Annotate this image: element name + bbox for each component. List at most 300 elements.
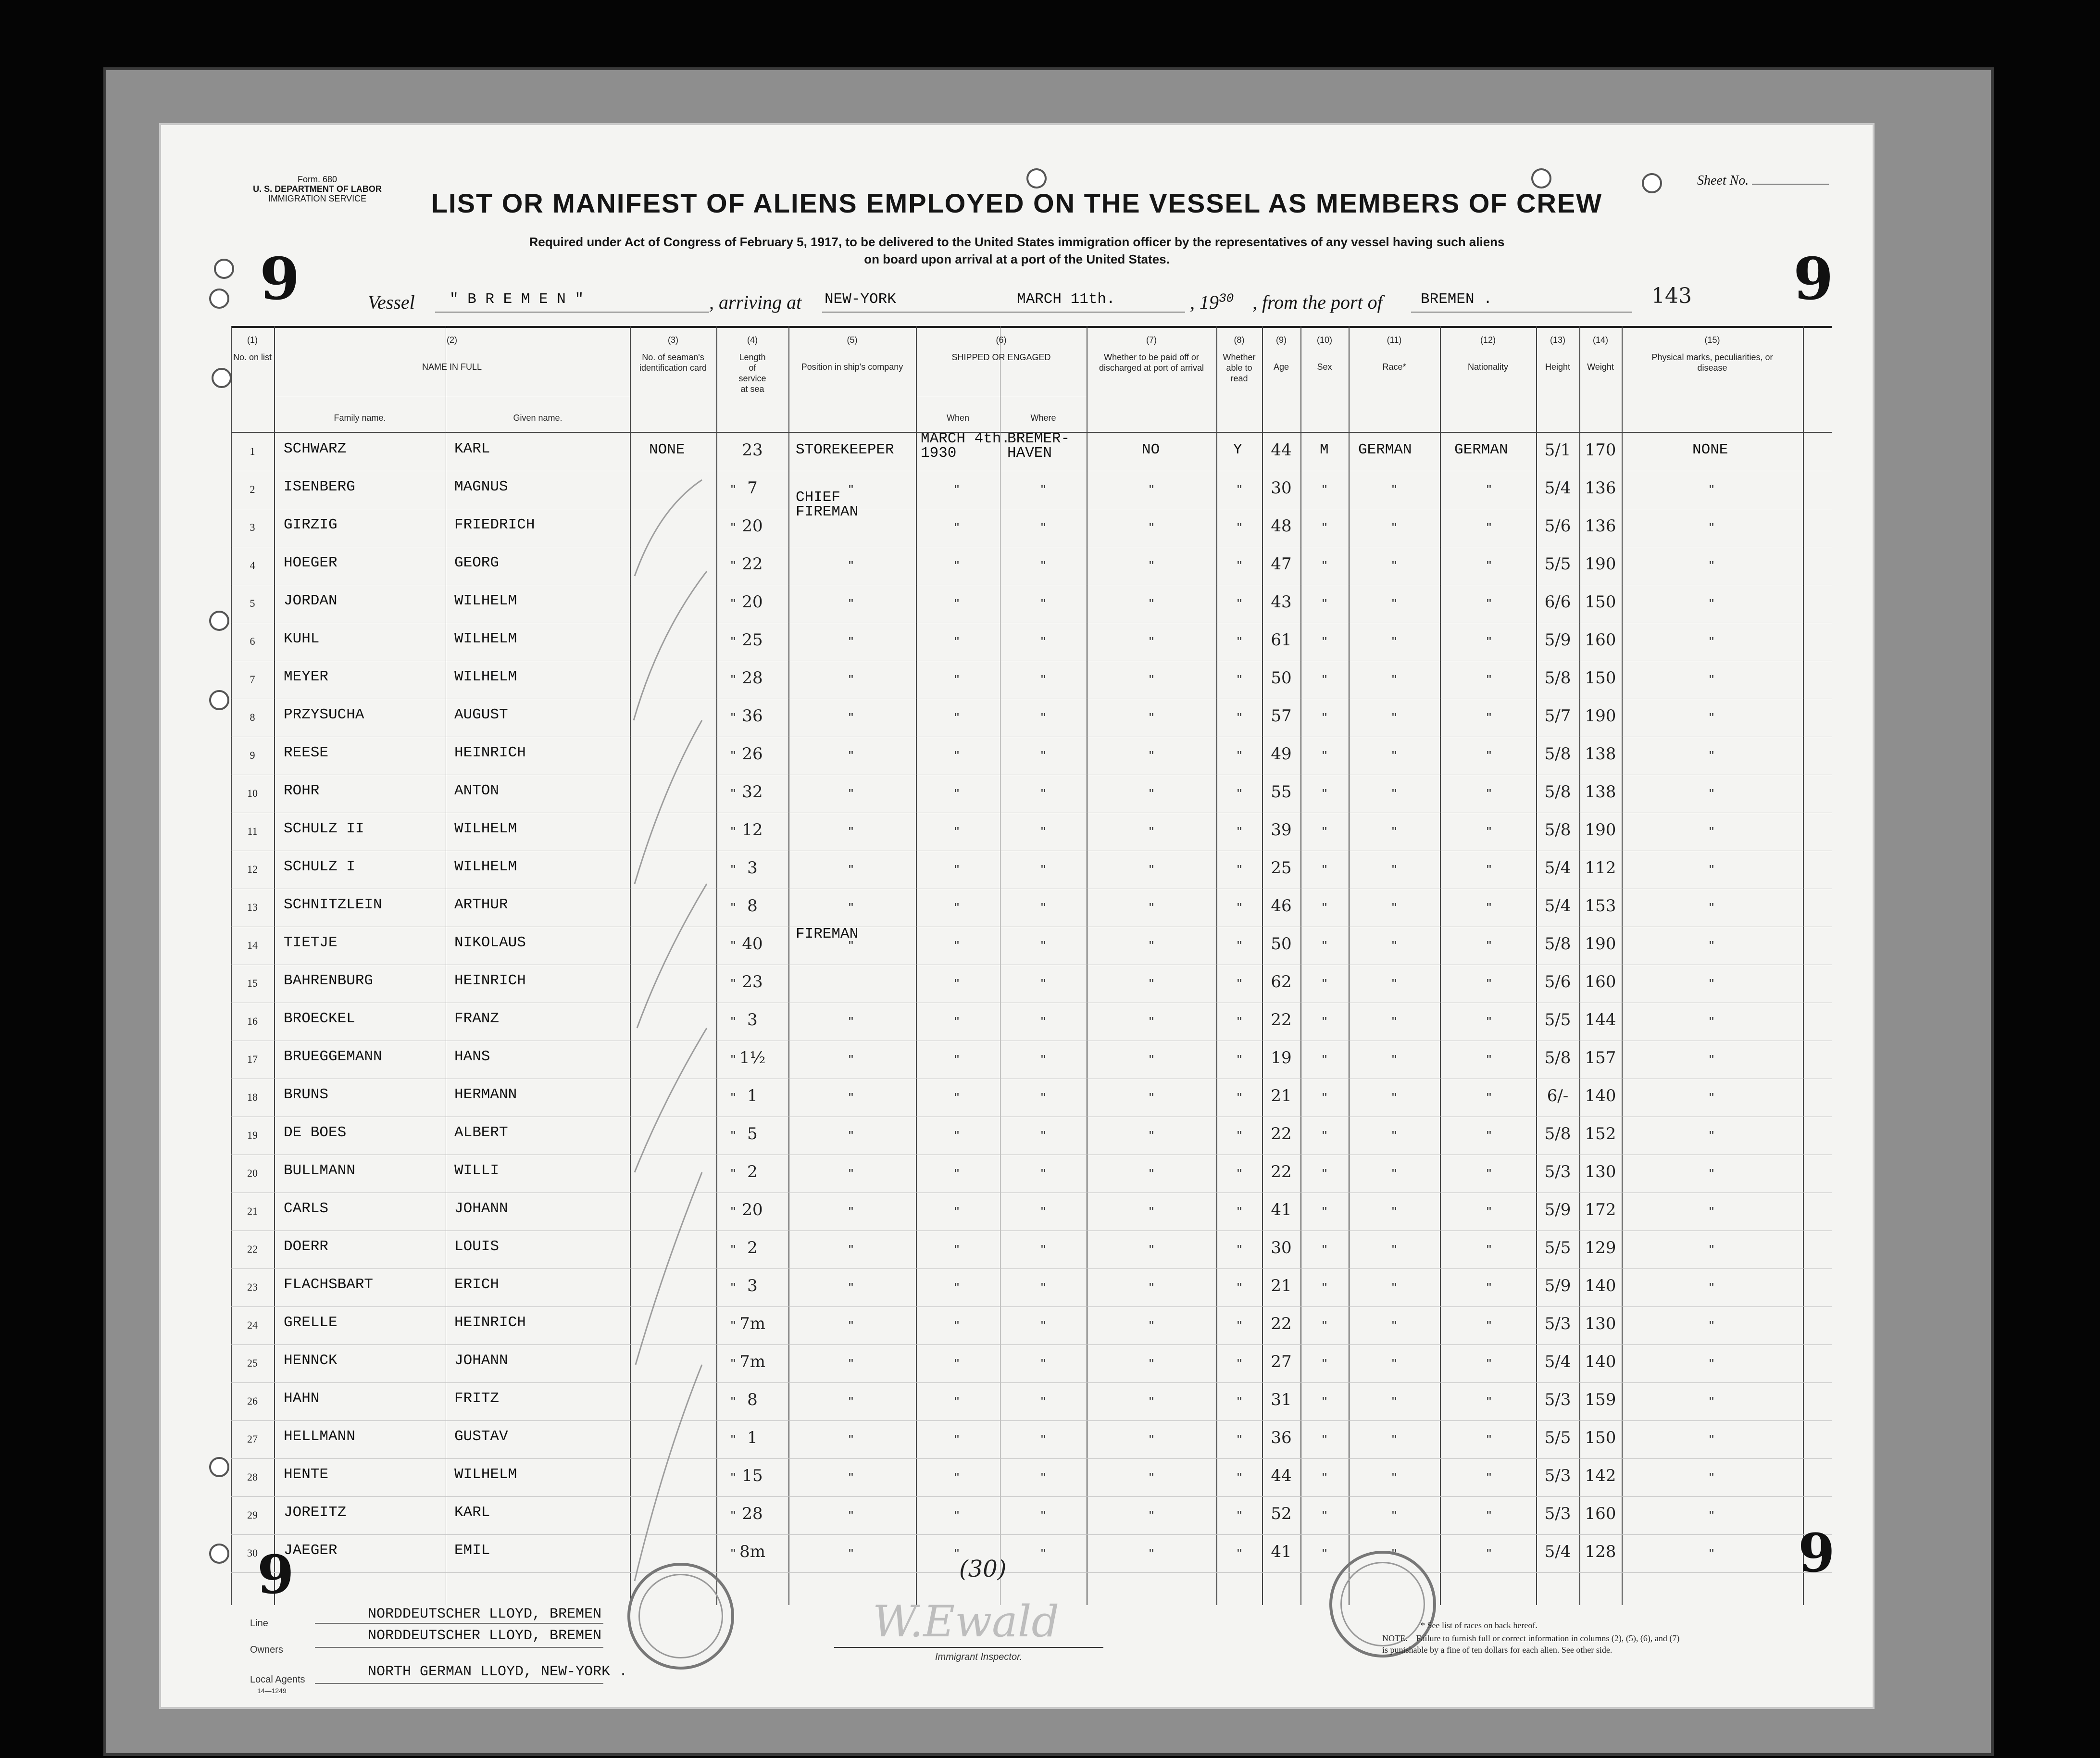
ditto-mark: " [1149, 1090, 1154, 1105]
ditto-mark: " [1322, 748, 1327, 763]
ditto-mark: " [1322, 1432, 1327, 1447]
family-name: HAHN [284, 1390, 320, 1407]
col-header-when: When [946, 413, 970, 423]
ditto-mark: " [1149, 558, 1154, 573]
ditto-mark: " [1322, 672, 1327, 687]
ditto-mark: " [849, 1280, 853, 1295]
ditto-mark: " [954, 1432, 959, 1447]
height: 5/5 [1544, 554, 1571, 574]
batch-mark-right: 9 [1793, 245, 1834, 313]
row-number: 13 [247, 901, 258, 913]
ditto-mark: " [1041, 596, 1046, 611]
col-header-id-card: (3) No. of seaman's identification card [639, 335, 707, 373]
ditto-mark: " [954, 938, 959, 953]
ditto-mark: " [731, 1128, 736, 1143]
ditto-mark: " [1392, 482, 1397, 497]
ditto-mark: " [849, 1318, 853, 1333]
ditto-mark: " [1322, 1014, 1327, 1029]
ditto-mark: " [1149, 1280, 1154, 1295]
ditto-mark: " [849, 558, 853, 573]
ditto-mark: " [849, 1356, 853, 1371]
ditto-mark: " [1149, 1546, 1154, 1561]
ditto-mark: " [849, 900, 853, 915]
age: 62 [1271, 972, 1292, 992]
row-number: 15 [247, 977, 258, 989]
ditto-mark: " [731, 900, 736, 915]
first-row-card: NONE [649, 441, 685, 458]
service-length: 8 [747, 896, 758, 916]
ditto-mark: " [1322, 1356, 1327, 1371]
ditto-mark: " [1041, 1204, 1046, 1219]
ditto-mark: " [954, 482, 959, 497]
ditto-mark: " [731, 558, 736, 573]
ditto-mark: " [1487, 1318, 1491, 1333]
ditto-mark: " [1487, 1394, 1491, 1409]
ditto-mark: " [1237, 748, 1242, 763]
arrival-date: MARCH 11th. [1017, 291, 1115, 308]
punch-hole [209, 1544, 229, 1564]
weight: 130 [1585, 1162, 1616, 1181]
ditto-mark: " [954, 900, 959, 915]
family-name: DOERR [284, 1238, 329, 1255]
row-number: 23 [247, 1281, 258, 1293]
punch-hole [209, 611, 229, 631]
ditto-mark: " [1237, 520, 1242, 535]
table-row [231, 512, 1832, 550]
ditto-mark: " [849, 596, 853, 611]
row-number: 14 [247, 939, 258, 951]
ditto-mark: " [1709, 672, 1714, 687]
weight: 190 [1585, 820, 1616, 840]
ditto-mark: " [849, 786, 853, 801]
col-header-able-read: (8) Whether able to read [1223, 335, 1256, 383]
ditto-mark: " [1237, 1394, 1242, 1409]
age: 31 [1271, 1390, 1292, 1409]
ditto-mark: " [1709, 1356, 1714, 1371]
ditto-mark: " [731, 1166, 736, 1181]
ditto-mark: " [1149, 938, 1154, 953]
ditto-mark: " [1322, 1318, 1327, 1333]
age: 30 [1271, 1238, 1292, 1257]
height: 5/3 [1544, 1314, 1571, 1333]
ditto-mark: " [1149, 634, 1154, 649]
given-name: GUSTAV [454, 1428, 508, 1445]
ditto-mark: " [1237, 1280, 1242, 1295]
service-length: 5 [747, 1124, 758, 1143]
service-length: 26 [742, 744, 763, 764]
ditto-mark: " [1041, 1014, 1046, 1029]
ditto-mark: " [1041, 520, 1046, 535]
age: 41 [1271, 1542, 1292, 1561]
service-length: 28 [742, 1504, 763, 1523]
given-name: FRANZ [454, 1010, 500, 1027]
table-row [231, 474, 1832, 512]
ditto-mark: " [1392, 1508, 1397, 1523]
ditto-mark: " [1487, 1546, 1491, 1561]
height: 5/9 [1544, 1200, 1571, 1219]
ditto-mark: " [954, 520, 959, 535]
col-header-number: (1) No. on list [233, 335, 272, 362]
ditto-mark: " [731, 862, 736, 877]
row-number: 11 [247, 825, 258, 837]
family-name: ROHR [284, 782, 320, 799]
ditto-mark: " [1709, 1204, 1714, 1219]
age: 52 [1271, 1504, 1292, 1523]
ditto-mark: " [1487, 1280, 1491, 1295]
weight: 190 [1585, 934, 1616, 954]
family-name: MEYER [284, 668, 329, 685]
batch-mark-bottom-right: 9 [1798, 1522, 1835, 1584]
given-name: JOHANN [454, 1200, 508, 1217]
ditto-mark: " [1322, 596, 1327, 611]
first-row-sex: M [1320, 441, 1329, 458]
ditto-mark: " [1041, 1508, 1046, 1523]
ditto-mark: " [1487, 1204, 1491, 1219]
ditto-mark: " [731, 976, 736, 991]
row-number: 19 [247, 1129, 258, 1141]
ditto-mark: " [1237, 1470, 1242, 1485]
family-name: PRZYSUCHA [284, 706, 364, 723]
age: 21 [1271, 1086, 1292, 1105]
pencil-check-marks [630, 451, 716, 1605]
ditto-mark: " [1149, 482, 1154, 497]
age: 49 [1271, 744, 1292, 764]
weight: 130 [1585, 1314, 1616, 1333]
ditto-mark: " [954, 1242, 959, 1257]
table-row [231, 1271, 1832, 1309]
ditto-mark: " [1237, 596, 1242, 611]
height: 5/5 [1544, 1428, 1571, 1447]
ditto-mark: " [1322, 976, 1327, 991]
ditto-mark: " [1392, 1432, 1397, 1447]
ditto-mark: " [1149, 1318, 1154, 1333]
ditto-mark: " [1709, 558, 1714, 573]
ditto-mark: " [1487, 710, 1491, 725]
ditto-mark: " [954, 672, 959, 687]
ditto-mark: " [1237, 1204, 1242, 1219]
weight: 170 [1585, 440, 1616, 460]
family-name: SCHNITZLEIN [284, 896, 382, 913]
height: 5/4 [1544, 896, 1571, 916]
ditto-mark: " [1041, 1546, 1046, 1561]
weight: 138 [1585, 744, 1616, 764]
ditto-mark: " [1322, 482, 1327, 497]
ditto-mark: " [849, 1014, 853, 1029]
height: 5/8 [1544, 782, 1571, 802]
row-number: 3 [250, 521, 255, 533]
given-name: FRIEDRICH [454, 516, 535, 533]
family-name: BROECKEL [284, 1010, 355, 1027]
departure-port: BREMEN . [1421, 291, 1492, 308]
ditto-mark: " [1041, 938, 1046, 953]
service-length: 23 [742, 440, 763, 460]
col-header-age: (9) Age [1273, 335, 1289, 372]
ditto-mark: " [1041, 1090, 1046, 1105]
ditto-mark: " [1237, 900, 1242, 915]
vessel-name: " B R E M E N " [450, 291, 584, 308]
ditto-mark: " [731, 596, 736, 611]
ditto-mark: " [1237, 1318, 1242, 1333]
ditto-mark: " [1237, 1432, 1242, 1447]
row-number: 12 [247, 863, 258, 875]
given-name: WILHELM [454, 668, 517, 685]
col-header-name: (2) NAME IN FULL [422, 335, 482, 372]
ditto-mark: " [731, 786, 736, 801]
ditto-mark: " [1487, 1356, 1491, 1371]
ditto-mark: " [1392, 786, 1397, 801]
height: 5/6 [1544, 972, 1571, 992]
weight: 150 [1585, 1428, 1616, 1447]
first-row-position: STOREKEEPER [796, 441, 894, 458]
height: 5/4 [1544, 1542, 1571, 1561]
ditto-mark: " [1392, 1014, 1397, 1029]
ditto-mark: " [731, 824, 736, 839]
age: 48 [1271, 516, 1292, 536]
age: 61 [1271, 630, 1292, 650]
weight: 142 [1585, 1466, 1616, 1485]
row-number: 5 [250, 597, 255, 609]
ditto-mark: " [1392, 1242, 1397, 1257]
ditto-mark: " [1487, 786, 1491, 801]
age: 22 [1271, 1010, 1292, 1030]
ditto-mark: " [1487, 634, 1491, 649]
given-name: WILLI [454, 1162, 500, 1179]
service-length: 20 [742, 592, 763, 612]
ditto-mark: " [849, 1546, 853, 1561]
height: 5/8 [1544, 820, 1571, 840]
ditto-mark: " [1487, 596, 1491, 611]
col-header-paid-off: (7) Whether to be paid off or discharged at port of arrival [1099, 335, 1204, 373]
ditto-mark: " [1709, 1432, 1714, 1447]
ditto-mark: " [1322, 1166, 1327, 1181]
row-number: 9 [250, 749, 255, 761]
table-row [231, 778, 1832, 816]
weight: 136 [1585, 516, 1616, 536]
height: 5/3 [1544, 1466, 1571, 1485]
ditto-mark: " [1322, 634, 1327, 649]
ditto-mark: " [954, 1014, 959, 1029]
col-header-position: (5) Position in ship's company [801, 335, 903, 372]
age: 55 [1271, 782, 1292, 802]
ditto-mark: " [849, 1128, 853, 1143]
family-name: REESE [284, 744, 329, 761]
ditto-mark: " [1237, 824, 1242, 839]
ditto-mark: " [1487, 1470, 1491, 1485]
ditto-mark: " [1392, 1166, 1397, 1181]
ditto-mark: " [1237, 710, 1242, 725]
given-name: MAGNUS [454, 478, 508, 495]
ditto-mark: " [1709, 1470, 1714, 1485]
ditto-mark: " [1237, 1356, 1242, 1371]
family-name: DE BOES [284, 1124, 347, 1141]
footnote-penalty: NOTE.—Failure to furnish full or correct information in columns (2), (5), (6), and (7) is punishable by a fine of ten dollars for each alien. See other side. [1382, 1633, 1680, 1655]
family-name: SCHULZ I [284, 858, 355, 875]
service-length: 1½ [739, 1048, 766, 1067]
ditto-mark: " [1487, 900, 1491, 915]
batch-mark-left: 9 [260, 245, 300, 313]
given-name: AUGUST [454, 706, 508, 723]
ditto-mark: " [1709, 634, 1714, 649]
weight: 150 [1585, 668, 1616, 688]
family-name: BRUEGGEMANN [284, 1048, 382, 1065]
age: 41 [1271, 1200, 1292, 1219]
height: 5/8 [1544, 668, 1571, 688]
col-header-where: Where [1030, 413, 1056, 423]
ditto-mark: " [1709, 1318, 1714, 1333]
ditto-mark: " [731, 1356, 736, 1371]
service-length: 20 [742, 1200, 763, 1219]
ditto-mark: " [1149, 824, 1154, 839]
ditto-mark: " [1149, 1432, 1154, 1447]
ditto-mark: " [1041, 710, 1046, 725]
table-row [231, 1195, 1832, 1233]
service-length: 3 [747, 858, 758, 878]
weight: 138 [1585, 782, 1616, 802]
position-chief-fireman: CHIEF FIREMAN [796, 489, 859, 520]
ditto-mark: " [1392, 1470, 1397, 1485]
ditto-mark: " [1237, 1014, 1242, 1029]
table-row [231, 1233, 1832, 1271]
inspector-label: Immigrant Inspector. [935, 1652, 1023, 1662]
ditto-mark: " [1041, 1318, 1046, 1333]
sheet-number-label: Sheet No. [1697, 173, 1829, 188]
ditto-mark: " [1392, 862, 1397, 877]
ditto-mark: " [954, 1166, 959, 1181]
ditto-mark: " [1149, 596, 1154, 611]
consulate-seal-left-inner [638, 1574, 723, 1658]
table-row [231, 1081, 1832, 1119]
service-length: 1 [747, 1086, 758, 1105]
given-name: NIKOLAUS [454, 934, 526, 951]
ditto-mark: " [1709, 824, 1714, 839]
punch-hole [209, 289, 229, 309]
ditto-mark: " [1709, 862, 1714, 877]
row-number: 4 [250, 559, 255, 571]
service-length: 3 [747, 1010, 758, 1030]
ditto-mark: " [1237, 938, 1242, 953]
ditto-mark: " [731, 1318, 736, 1333]
col-header-given-name: Given name. [513, 413, 562, 423]
table-row [231, 1005, 1832, 1043]
ditto-mark: " [1322, 1128, 1327, 1143]
ditto-mark: " [1487, 672, 1491, 687]
row-number: 18 [247, 1091, 258, 1103]
height: 5/8 [1544, 744, 1571, 764]
age: 43 [1271, 592, 1292, 612]
row-number: 17 [247, 1053, 258, 1065]
weight: 140 [1585, 1276, 1616, 1295]
punch-hole [212, 368, 232, 388]
family-name: KUHL [284, 630, 320, 647]
ditto-mark: " [1487, 1508, 1491, 1523]
ditto-mark: " [1487, 938, 1491, 953]
col-header-service: (4) Length of service at sea [738, 335, 766, 394]
inspector-signature: W.Ewald [873, 1596, 1060, 1647]
service-length: 7 [747, 478, 758, 498]
height: 5/5 [1544, 1238, 1571, 1257]
footnote-races: * See list of races on back hereof. [1421, 1620, 1538, 1630]
weight: 112 [1585, 858, 1616, 878]
ditto-mark: " [1041, 482, 1046, 497]
row-number: 28 [247, 1471, 258, 1483]
ditto-mark: " [849, 1470, 853, 1485]
row-number: 16 [247, 1015, 258, 1027]
first-row-paid-off: NO [1142, 441, 1160, 458]
owners-value: NORDDEUTSCHER LLOYD, BREMEN [368, 1628, 602, 1644]
ditto-mark: " [1237, 558, 1242, 573]
height: 5/4 [1544, 1352, 1571, 1371]
ditto-mark: " [1709, 748, 1714, 763]
manifest-sheet [161, 125, 1873, 1707]
ditto-mark: " [1322, 1090, 1327, 1105]
row-number: 2 [250, 483, 255, 495]
height: 6/6 [1544, 592, 1571, 612]
given-name: ANTON [454, 782, 500, 799]
ditto-mark: " [1149, 1470, 1154, 1485]
ditto-mark: " [954, 1508, 959, 1523]
ditto-mark: " [1237, 862, 1242, 877]
weight: 160 [1585, 630, 1616, 650]
family-name: HELLMANN [284, 1428, 355, 1445]
given-name: KARL [454, 1504, 490, 1521]
ditto-mark: " [1709, 596, 1714, 611]
table-row [231, 588, 1832, 626]
ditto-mark: " [954, 786, 959, 801]
ditto-mark: " [954, 1090, 959, 1105]
table-row [231, 626, 1832, 664]
ditto-mark: " [1392, 1090, 1397, 1105]
weight: 152 [1585, 1124, 1616, 1143]
ditto-mark: " [731, 634, 736, 649]
height: 5/1 [1544, 440, 1571, 460]
given-name: GEORG [454, 554, 500, 571]
ditto-mark: " [954, 710, 959, 725]
ditto-mark: " [1237, 634, 1242, 649]
ditto-mark: " [1322, 1242, 1327, 1257]
ditto-mark: " [731, 1280, 736, 1295]
year-label: , $19^{30}$ [1190, 291, 1234, 313]
ditto-mark: " [1709, 1014, 1714, 1029]
ditto-mark: " [954, 1052, 959, 1067]
table-row [231, 702, 1832, 740]
weight: 172 [1585, 1200, 1616, 1219]
ditto-mark: " [849, 1394, 853, 1409]
ditto-mark: " [954, 558, 959, 573]
ditto-mark: " [1149, 1356, 1154, 1371]
ditto-mark: " [1392, 976, 1397, 991]
height: 5/5 [1544, 1010, 1571, 1030]
ditto-mark: " [849, 862, 853, 877]
ditto-mark: " [1487, 1166, 1491, 1181]
ditto-mark: " [849, 1432, 853, 1447]
family-name: SCHULZ II [284, 820, 364, 837]
ditto-mark: " [1041, 900, 1046, 915]
given-name: WILHELM [454, 1466, 517, 1483]
ditto-mark: " [1237, 1052, 1242, 1067]
family-name: SCHWARZ [284, 440, 347, 457]
ditto-mark: " [849, 1052, 853, 1067]
weight: 129 [1585, 1238, 1616, 1257]
weight: 160 [1585, 1504, 1616, 1523]
ditto-mark: " [1237, 976, 1242, 991]
print-code: 14—1249 [257, 1687, 287, 1695]
weight: 190 [1585, 554, 1616, 574]
row-number: 8 [250, 711, 255, 723]
ditto-mark: " [954, 596, 959, 611]
row-number: 30 [247, 1547, 258, 1559]
ditto-mark: " [1041, 1052, 1046, 1067]
ditto-mark: " [954, 1280, 959, 1295]
